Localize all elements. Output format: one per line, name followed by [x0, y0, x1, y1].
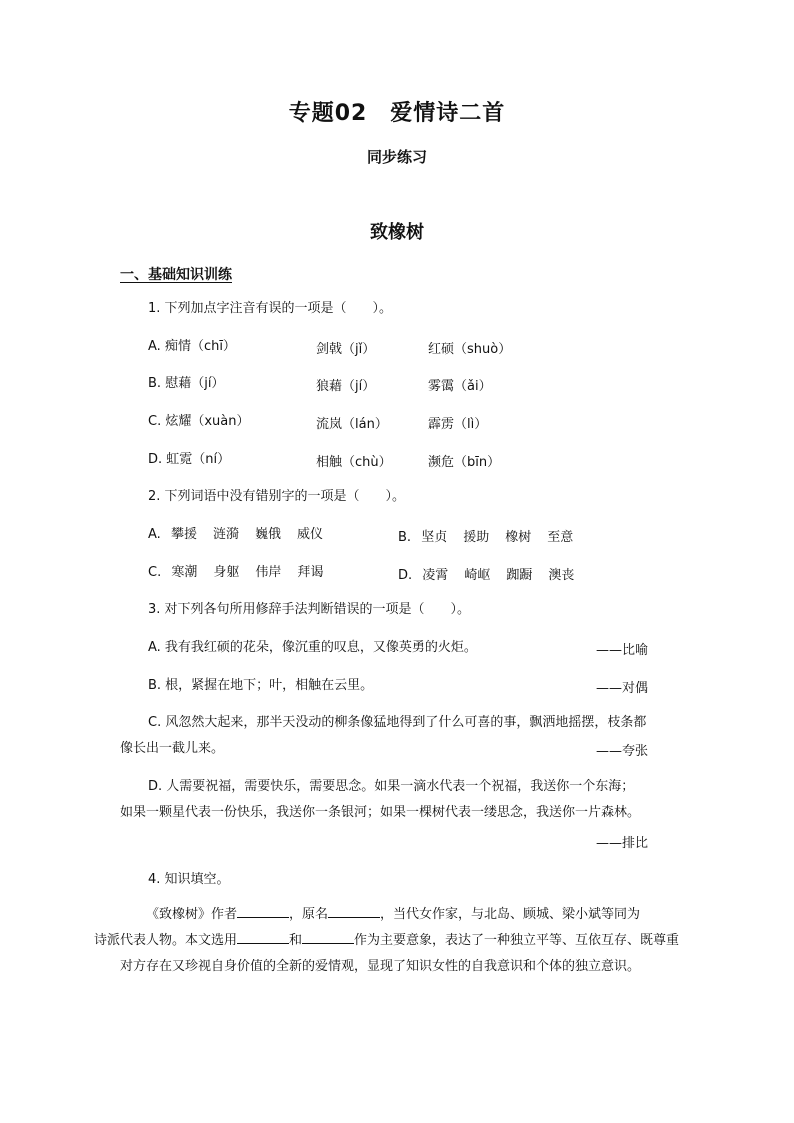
word: 巍俄	[254, 527, 281, 542]
option-label: A.	[148, 339, 161, 354]
option-item: 相触（chù）	[316, 455, 392, 470]
q3-option-b-tag: ——对偶	[596, 681, 649, 696]
word: 拜谒	[297, 565, 324, 580]
fill-blank[interactable]	[237, 929, 289, 944]
q3-option-c-line1: C. 风忽然大起来，那半天没动的柳条像猛地得到了什么可喜的事，飘洒地摇摆，枝条都	[148, 715, 647, 730]
word: 寒潮	[171, 565, 198, 580]
q1-option-d	[148, 451, 230, 469]
paragraph-text: 诗派代表人物。本文选用	[94, 933, 238, 948]
option-label: D.	[148, 452, 163, 467]
q2-option-b	[398, 526, 589, 545]
word: 凌霄	[422, 568, 449, 583]
option-item: 剑戟（jǐ）	[316, 342, 376, 357]
option-item: 狼藉（jí）	[316, 379, 376, 394]
word: 攀援	[170, 527, 197, 542]
paragraph-text: ，原名	[289, 907, 329, 922]
question-1-stem: 1. 下列加点字注音有误的一项是（ ）。	[148, 301, 393, 316]
q3-option-b: B. 根，紧握在地下；叶，相触在云里。	[148, 678, 374, 693]
option-item: 濒危（bīn）	[428, 455, 501, 470]
word: 澳丧	[548, 568, 575, 583]
fill-blank[interactable]	[328, 903, 380, 918]
word: 坚贞	[421, 530, 448, 545]
paragraph-text: 作为主要意象，表达了一种独立平等、互依互存、既尊重对方存在又珍视自身价值的全新的爱情观，显现了知识女性的自我意识和个体的独立意识。	[120, 933, 680, 974]
q3-option-a-tag: ——比喻	[596, 643, 649, 658]
q1-option-a	[148, 338, 236, 356]
question-2-stem: 2. 下列词语中没有错别字的一项是（ ）。	[148, 489, 406, 504]
word: 援助	[463, 530, 490, 545]
option-item: 痴情（chī）	[164, 339, 236, 354]
fill-blank[interactable]	[302, 929, 354, 944]
word: 威仪	[296, 527, 323, 542]
option-item: 流岚（lán）	[316, 417, 388, 432]
word: 身躯	[213, 565, 240, 580]
page-title: 专题02 爱情诗二首	[288, 101, 506, 126]
q3-option-d-line1: D. 人需要祝福，需要快乐，需要思念。如果一滴水代表一个祝福，我送你一个东海；	[148, 779, 635, 794]
q1-option-b	[148, 375, 224, 393]
option-item: 红硕（shuò）	[428, 342, 512, 357]
word: 至意	[547, 530, 574, 545]
option-label: C.	[148, 565, 162, 580]
word: 崎岖	[464, 568, 491, 583]
q3-option-d-tag: ——排比	[596, 836, 649, 851]
q2-option-a	[148, 526, 339, 544]
page-subtitle: 同步练习	[366, 148, 427, 166]
option-item: 雾霭（ǎi）	[428, 379, 492, 394]
word: 橡树	[505, 530, 532, 545]
q2-option-c	[148, 564, 339, 582]
poem-title: 致橡树	[370, 222, 424, 243]
q3-option-d-line2: 如果一颗星代表一份快乐，我送你一条银河；如果一棵树代表一缕思念，我送你一片森林。	[120, 805, 641, 820]
word: 踟蹰	[506, 568, 533, 583]
paragraph-text: 《致橡树》作者	[146, 907, 238, 922]
paragraph-text: ，当代女作家，与北岛、顾城、梁小斌等同为	[380, 907, 641, 922]
q3-option-c-line2: 像长出一截儿来。	[120, 741, 225, 756]
q3-option-c-tag: ——夸张	[596, 744, 649, 759]
q2-option-d	[398, 564, 590, 583]
option-label: C.	[148, 414, 162, 429]
q1-option-c	[148, 413, 250, 431]
q3-option-a: A. 我有我红硕的花朵，像沉重的叹息，又像英勇的火炬。	[148, 640, 477, 655]
option-item: 慰藉（jí）	[165, 376, 225, 391]
q4-fill-paragraph	[94, 902, 680, 980]
option-label: D.	[398, 568, 413, 583]
question-4-stem: 4. 知识填空。	[148, 872, 230, 887]
word: 涟漪	[212, 527, 239, 542]
section-heading: 一、基础知识训练	[120, 267, 232, 283]
fill-blank[interactable]	[237, 903, 289, 918]
word: 伟岸	[255, 565, 282, 580]
question-3-stem: 3. 对下列各句所用修辞手法判断错误的一项是（ ）。	[148, 602, 471, 617]
paragraph-text: 和	[289, 933, 303, 948]
option-item: 炫耀（xuàn）	[165, 414, 250, 429]
option-item: 虹霓（ní）	[166, 452, 231, 467]
option-label: B.	[148, 376, 162, 391]
option-label: A.	[148, 527, 161, 542]
option-label: B.	[398, 530, 412, 545]
option-item: 霹雳（lì）	[428, 417, 488, 432]
